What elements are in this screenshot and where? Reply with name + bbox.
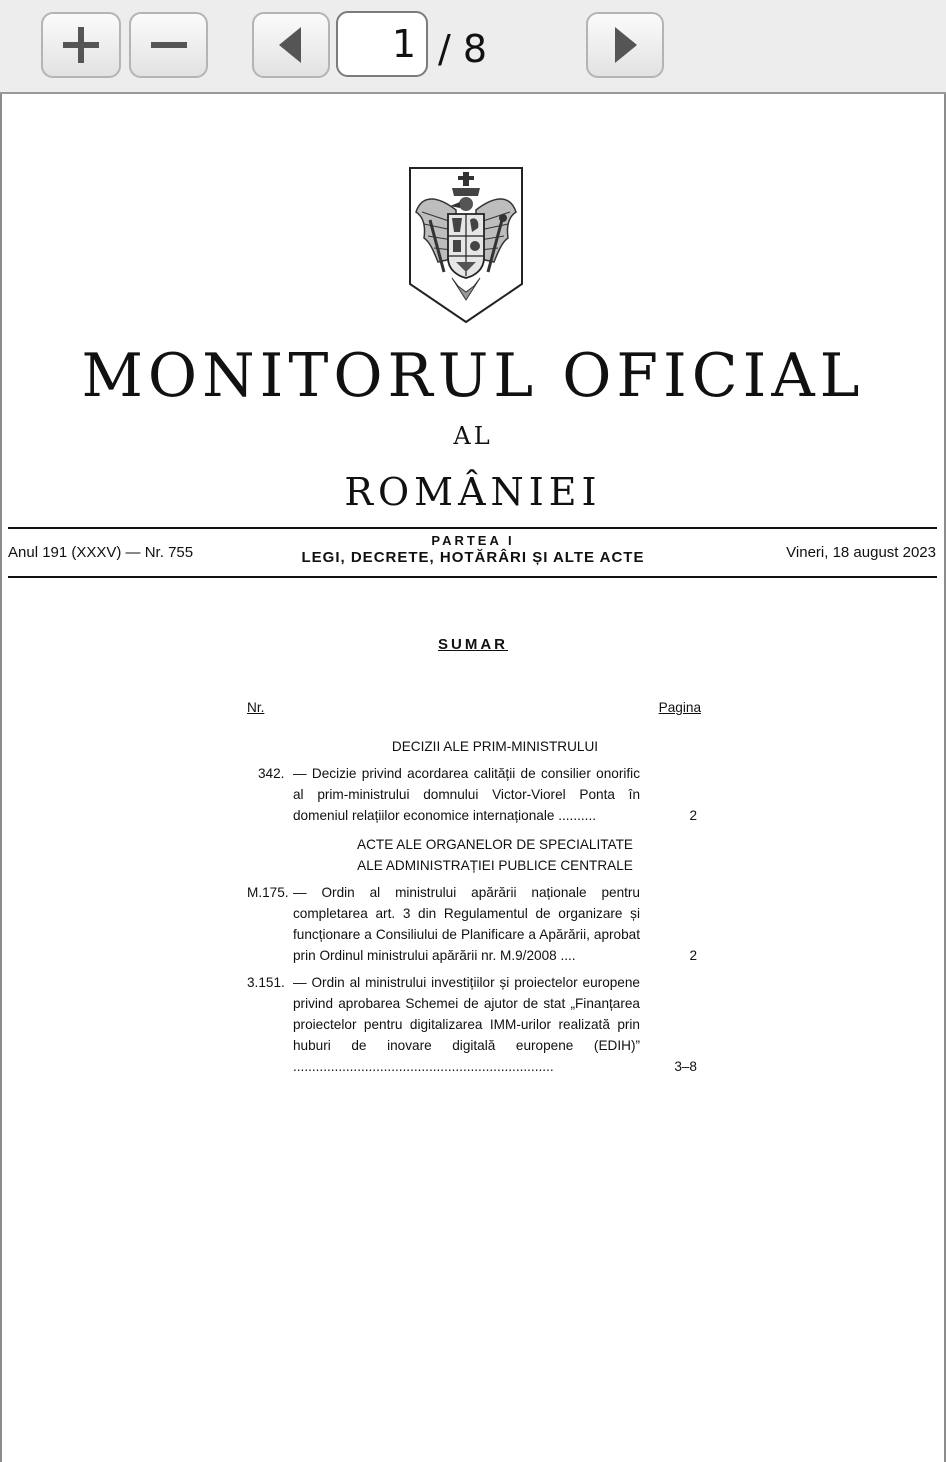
entry-text: — Decizie privind acordarea calității de consilier onorific al prim-ministrului domnului Victor-Viorel Ponta în domeniul relațiilor economice internaționale .......... [293,766,640,823]
toc-entry[interactable] [247,763,703,826]
summary-heading [0,636,946,653]
toc-header [247,700,703,720]
section-title [287,834,703,876]
toc-entry[interactable] [247,882,703,966]
entry-text: — Ordin al ministrului investițiilor și proiectelor europene privind aprobarea Schemei de ajutor de stat „Finanțarea proiectelor pentru digitalizarea IMM-urilor realizată prin huburi de inovare digitală europene (EDIH)” ..................................................................... [293,975,640,1074]
toc-entry[interactable] [247,972,703,1077]
pdf-viewer-toolbar [0,0,946,94]
part-subtitle: LEGI, DECRETE, HOTĂRÂRI ȘI ALTE ACTE [301,549,645,566]
zoom-out-button[interactable] [129,12,208,78]
issue-date: Vineri, 18 august 2023 [786,544,936,561]
table-of-contents [247,700,703,1077]
entry-page: 2 [689,948,697,963]
zoom-in-button[interactable] [41,12,121,78]
publication-title: MONITORUL OFICIAL [81,341,865,411]
page-count: / 8 [438,27,488,71]
column-page-label: Pagina [658,700,701,715]
previous-page-button[interactable] [252,12,330,78]
entry-number: 342. [258,766,285,781]
plus-icon [59,23,103,67]
minus-icon [147,23,191,67]
column-nr-label: Nr. [247,700,265,715]
part-label: PARTEA I [431,533,515,548]
entry-text: — Ordin al ministrului apărării naționale pentru completarea art. 3 din Regulamentul de organizare și funcționare a Consiliului de Planificare a Apărării, aprobat prin Ordinul ministrului apărării nr. M.9/2008 .... [293,885,640,963]
summary-title: SUMAR [438,636,508,653]
section-title-line-2: ALE ADMINISTRAȚIEI PUBLICE CENTRALE [357,858,633,873]
triangle-left-icon [271,23,311,67]
triangle-right-icon [605,23,645,67]
entry-number: 3.151. [247,975,285,990]
section-title-line-1: ACTE ALE ORGANELOR DE SPECIALITATE [357,837,633,852]
entry-page: 2 [689,808,697,823]
header-rule-bottom [8,576,937,578]
entry-page: 3–8 [674,1059,697,1074]
next-page-button[interactable] [586,12,664,78]
header-rule-top [8,527,937,529]
publication-title-country: ROMÂNIEI [344,470,602,514]
page-number-input[interactable]: 1 [336,11,428,77]
coat-of-arms-icon [408,166,524,324]
section-title: DECIZII ALE PRIM-MINISTRULUI [391,739,599,754]
issue-number: Anul 191 (XXXV) — Nr. 755 [8,544,194,561]
entry-number: M.175. [247,885,289,900]
publication-title-al: AL [453,422,493,450]
